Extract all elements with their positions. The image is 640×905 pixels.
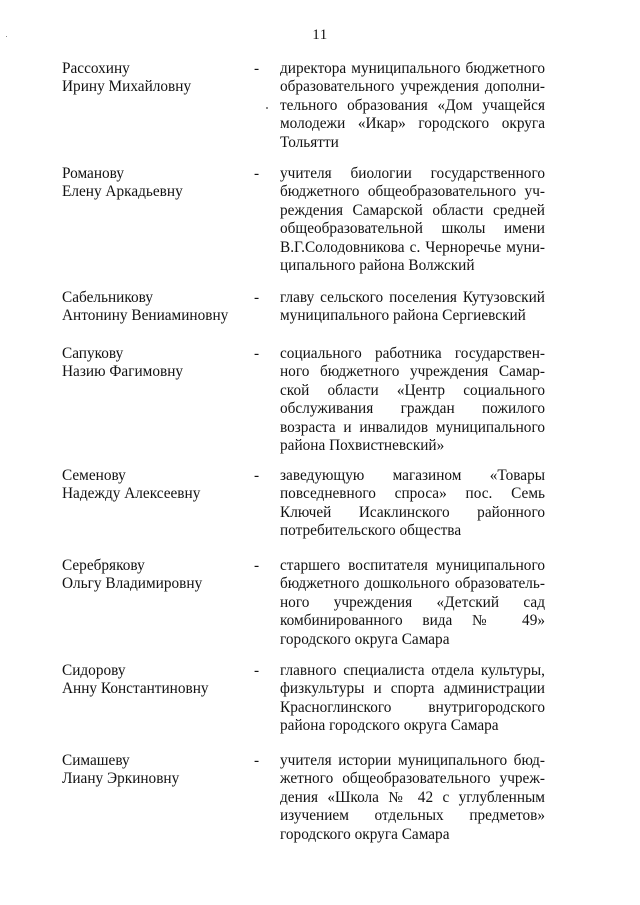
person-name <box>56 557 254 594</box>
given-names: Назию Фагимовну <box>62 363 184 381</box>
person-name <box>56 345 254 382</box>
given-names: Ирину Михайловну <box>62 78 192 96</box>
position-description <box>280 345 545 455</box>
position-description <box>280 557 545 649</box>
position-line: изучением отдельных предметов» <box>280 807 545 825</box>
person-name <box>56 662 254 699</box>
surname: Сапукову <box>62 345 124 362</box>
position-line: потребительского общества <box>280 522 462 540</box>
position-line: бюджетного дошкольного образователь- <box>280 575 545 593</box>
person-name <box>56 289 254 326</box>
position-line: комбинированного вида № 49» <box>280 612 545 630</box>
position-line: физкультуры и спорта администрации <box>280 680 545 698</box>
dash-separator: - <box>254 467 260 484</box>
person-name <box>56 467 254 504</box>
position-description <box>280 662 545 736</box>
dash-separator: - <box>254 165 260 182</box>
list-entry <box>56 165 545 275</box>
surname: Романову <box>62 165 125 182</box>
position-line: реждения Самарской области средней <box>280 201 545 219</box>
position-line: старшего воспитателя муниципального <box>280 557 545 574</box>
position-line: Ключей Исаклинского районного <box>280 503 545 521</box>
position-line: учителя истории муниципального бюд- <box>280 752 545 769</box>
position-line: главу сельского поселения Кутузовский <box>280 289 545 306</box>
dash-separator: - <box>254 557 260 574</box>
dash-separator: - <box>254 662 260 679</box>
list-entry <box>56 752 545 844</box>
surname: Серебрякову <box>62 557 145 574</box>
position-line: социального работника государствен- <box>280 345 545 362</box>
position-line: заведующую магазином «Товары <box>280 467 545 484</box>
position-line: дения «Школа № 42 с углубленным <box>280 788 545 806</box>
position-line: бюджетного общеобразовательного уч- <box>280 183 545 201</box>
position-line: жетного общеобразовательного учреж- <box>280 770 545 788</box>
surname: Сидорову <box>62 662 126 679</box>
dash-separator: - <box>254 345 260 362</box>
given-names: Надежду Алексеевну <box>62 485 201 503</box>
position-line: Красноглинского внутригородского <box>280 698 545 716</box>
list-entry <box>56 557 545 649</box>
person-name <box>56 165 254 202</box>
position-line: ской области «Центр социального <box>280 381 545 399</box>
position-line: городского округа Самара <box>280 630 450 648</box>
given-names: Анну Константиновну <box>62 680 209 698</box>
position-line: района Похвистневский» <box>280 437 445 455</box>
surname: Семенову <box>62 467 126 484</box>
position-description <box>280 289 545 326</box>
position-line: тельного образования «Дом учащейся <box>280 96 545 114</box>
list-entry <box>56 289 545 326</box>
surname: Симашеву <box>62 752 130 769</box>
position-line: ного бюджетного учреждения Самар- <box>280 363 545 381</box>
position-line: возраста и инвалидов муниципального <box>280 418 545 436</box>
person-name <box>56 60 254 97</box>
given-names: Лиану Эркиновну <box>62 770 180 788</box>
position-line: обслуживания граждан пожилого <box>280 400 545 418</box>
dash-separator: - <box>254 60 260 77</box>
position-line: общеобразовательной школы имени <box>280 220 545 238</box>
position-description <box>280 467 545 541</box>
position-line: ного учреждения «Детский сад <box>280 593 545 611</box>
list-entry <box>56 467 545 541</box>
position-line: повседневного спроса» пос. Семь <box>280 485 545 503</box>
given-names: Антонину Вениаминовну <box>62 307 229 325</box>
list-entry <box>56 60 545 152</box>
given-names: Ольгу Владимировну <box>62 575 203 593</box>
dash-separator: - <box>254 289 260 306</box>
position-line: учителя биологии государственного <box>280 165 545 182</box>
position-line: В.Г.Солодовникова с. Черноречье муни- <box>280 238 545 256</box>
position-description <box>280 60 545 152</box>
given-names: Елену Аркадьевну <box>62 183 183 201</box>
person-name <box>56 752 254 789</box>
position-line: ципального района Волжский <box>280 257 475 275</box>
list-entry <box>56 662 545 736</box>
surname: Сабельникову <box>62 289 153 306</box>
page-number: 11 <box>312 27 328 43</box>
position-line: района городского округа Самара <box>280 717 499 735</box>
position-line: молодежи «Икар» городского округа <box>280 115 545 133</box>
dash-separator: - <box>254 752 260 769</box>
position-line: Тольятти <box>280 133 339 151</box>
position-line: директора муниципального бюджетного <box>280 60 545 77</box>
position-line: образовательного учреждения дополни- <box>280 78 545 96</box>
position-description <box>280 752 545 844</box>
list-entry <box>56 345 545 455</box>
position-line: городского округа Самара <box>280 825 450 843</box>
surname: Рассохину <box>62 60 130 77</box>
position-description <box>280 165 545 275</box>
position-line: главного специалиста отдела культуры, <box>280 662 545 679</box>
position-line: муниципального района Сергиевский <box>280 307 526 325</box>
